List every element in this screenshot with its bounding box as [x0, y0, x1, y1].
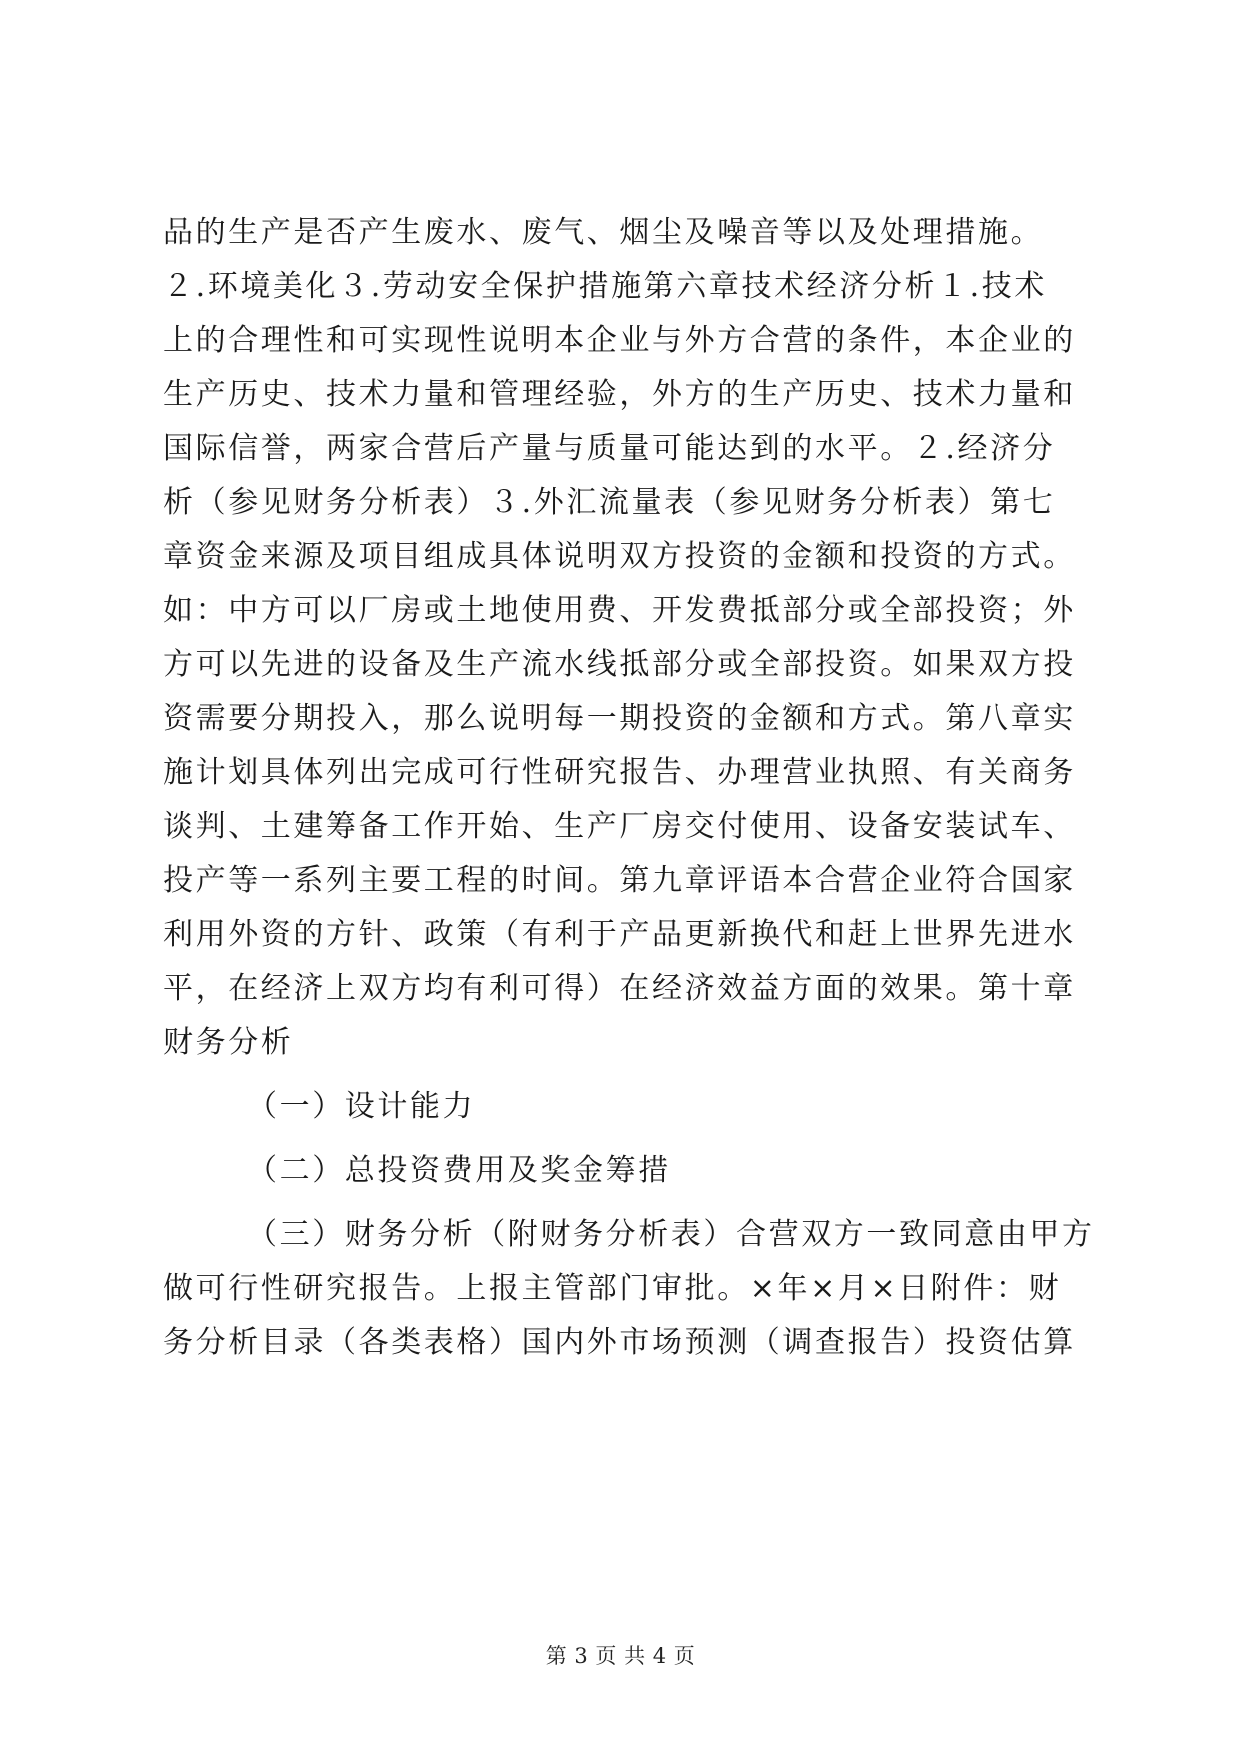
text-line: 利用外资的方针、政策（有利于产品更新换代和赶上世界先进水 — [163, 917, 1076, 952]
text-line: 谈判、土建筹备工作开始、生产厂房交付使用、设备安装试车、 — [163, 809, 1076, 844]
body-text — [163, 206, 1093, 1370]
text-line: 做可行性研究报告。上报主管部门审批。×年×月×日附件：财 — [163, 1271, 1062, 1306]
page-footer: 第 3 页 共 4 页 — [545, 1644, 696, 1668]
text-line: 国际信誉，两家合营后产量与质量可能达到的水平。２.经济分 — [163, 431, 1056, 466]
text-line: ２.环境美化３.劳动安全保护措施第六章技术经济分析１.技术 — [163, 269, 1048, 304]
text-line: 如：中方可以厂房或土地使用费、开发费抵部分或全部投资；外 — [163, 593, 1076, 628]
list-item-financial-analysis: （三）财务分析（附财务分析表）合营双方一致同意由甲方 — [247, 1217, 1095, 1252]
text-line: 投产等一系列主要工程的时间。第九章评语本合营企业符合国家 — [163, 863, 1076, 898]
text-line: 财务分析 — [163, 1025, 294, 1060]
text-line: 章资金来源及项目组成具体说明双方投资的金额和投资的方式。 — [163, 539, 1076, 574]
text-line: 施计划具体列出完成可行性研究报告、办理营业执照、有关商务 — [163, 755, 1076, 790]
list-item-design-capacity: （一）设计能力 — [247, 1089, 476, 1124]
list-item-total-investment: （二）总投资费用及奖金筹措 — [247, 1153, 671, 1188]
text-line: 平，在经济上双方均有利可得）在经济效益方面的效果。第十章 — [163, 971, 1076, 1006]
text-line: 上的合理性和可实现性说明本企业与外方合营的条件，本企业的 — [163, 323, 1076, 358]
text-line: 析（参见财务分析表）３.外汇流量表（参见财务分析表）第七 — [163, 485, 1056, 520]
text-line: 方可以先进的设备及生产流水线抵部分或全部投资。如果双方投 — [163, 647, 1076, 682]
text-line: 品的生产是否产生废水、废气、烟尘及噪音等以及处理措施。 — [163, 215, 1044, 250]
text-line: 资需要分期投入，那么说明每一期投资的金额和方式。第八章实 — [163, 701, 1076, 736]
text-line: 生产历史、技术力量和管理经验，外方的生产历史、技术力量和 — [163, 377, 1076, 412]
text-line: 务分析目录（各类表格）国内外市场预测（调查报告）投资估算 — [163, 1325, 1076, 1360]
